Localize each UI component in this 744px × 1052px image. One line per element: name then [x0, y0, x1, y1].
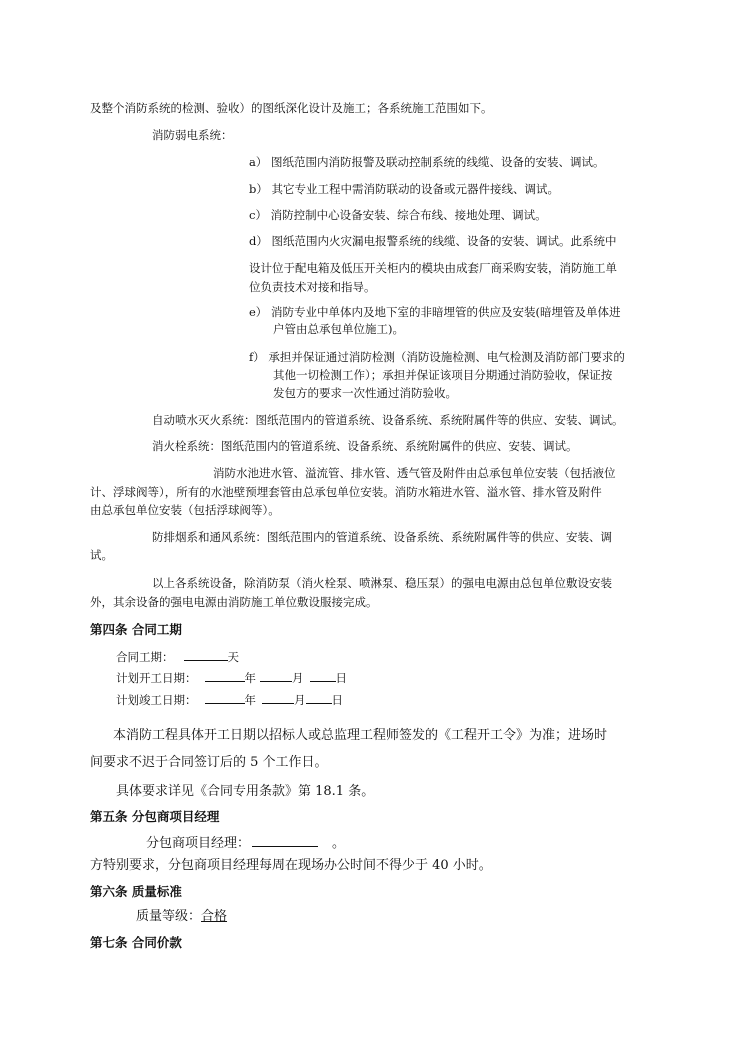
planned-end-row: [116, 691, 343, 707]
end-day-unit: 日: [331, 693, 343, 707]
manager-end: 。: [332, 836, 346, 851]
article-4-heading: 第四条 合同工期: [90, 622, 182, 637]
quality-value: 合格: [201, 909, 228, 924]
planned-start-row: [116, 669, 347, 685]
article-5-heading: 第五条 分包商项目经理: [90, 809, 220, 824]
art4-para-line1: 本消防工程具体开工日期以招标人或总监理工程师签发的《工程开工令》为准；进场时: [113, 728, 608, 743]
end-month-blank[interactable]: [262, 691, 294, 704]
tank-line3: 由总承包单位安装（包括浮球阀等）。: [90, 503, 280, 517]
weak-item-b: b） 其它专业工程中需消防联动的设备或元器件接线、调试。: [249, 182, 560, 196]
power-line2: 外，其余设备的强电电源由消防施工单位敷设服接完成。: [90, 595, 378, 609]
smoke-line1: 防排烟系和通风系统：图纸范围内的管道系统、设备系统、系统附属件等的供应、安装、调: [152, 530, 612, 544]
end-year-unit: 年: [244, 693, 256, 707]
end-day-blank[interactable]: [306, 691, 332, 704]
sprinkler-line: 自动喷水灭火系统：图纸范围内的管道系统、设备系统、系统附属件等的供应、安装、调试。: [152, 413, 624, 427]
quality-row: [136, 910, 227, 924]
art4-para-line3: 具体要求详见《合同专用条款》第 18.1 条。: [116, 784, 375, 799]
hydrant-line: 消火栓系统：图纸范围内的管道系统、设备系统、系统附属件的供应、安装、调试。: [152, 439, 578, 453]
weak-current-title: 消防弱电系统：: [152, 128, 233, 142]
article-7-heading: 第七条 合同价款: [90, 935, 182, 950]
article-6-heading: 第六条 质量标准: [90, 884, 182, 899]
intro-line: 及整个消防系统的检测、验收）的图纸深化设计及施工；各系统施工范围如下。: [90, 101, 493, 115]
weak-item-f-line2: 其他一切检测工作）；承担并保证该项目分期通过消防验收，保证按: [273, 368, 613, 382]
start-month-blank[interactable]: [260, 669, 292, 682]
weak-item-e-line2: 户管由总承包单位施工)。: [273, 322, 404, 336]
tank-line2: 计、浮球阀等），所有的水池壁预埋套管由总承包单位安装。消防水箱进水管、溢水管、排水管及附件: [90, 485, 602, 499]
tank-line1: 消防水池进水管、溢流管、排水管、透气管及附件由总承包单位安装（包括液位: [213, 466, 616, 480]
start-day-blank[interactable]: [310, 669, 336, 682]
start-month-unit: 月: [292, 671, 304, 685]
manager-blank[interactable]: [252, 834, 318, 847]
contract-period-unit: 天: [227, 650, 239, 664]
smoke-line2: 试。: [90, 548, 113, 562]
start-year-unit: 年: [244, 671, 256, 685]
art4-para-line2: 间要求不迟于合同签订后的 5 个工作日。: [90, 755, 328, 770]
weak-item-c: c） 消防控制中心设备安装、综合布线、接地处理、调试。: [249, 208, 547, 222]
contract-period-label: 合同工期：: [116, 650, 174, 664]
weak-item-d-line2: 设计位于配电箱及低压开关柜内的模块由成套厂商采购安装，消防施工单: [249, 261, 617, 275]
end-month-unit: 月: [294, 693, 306, 707]
manager-requirement: 方特别要求，分包商项目经理每周在现场办公时间不得少于 40 小时。: [90, 858, 492, 873]
weak-item-a: a） 图纸范围内消防报警及联动控制系统的线缆、设备的安装、调试。: [249, 155, 605, 169]
start-year-blank[interactable]: [205, 669, 245, 682]
power-line1: 以上各系统设备，除消防泵（消火栓泵、喷淋泵、稳压泵）的强电电源由总包单位敷设安装: [152, 576, 612, 590]
weak-item-d-line1: d） 图纸范围内火灾漏电报警系统的线缆、设备的安装、调试。此系统中: [249, 234, 617, 248]
planned-start-label: 计划开工日期：: [116, 671, 197, 685]
weak-item-e-line1: e） 消防专业中单体内及地下室的非暗埋管的供应及安装(暗埋管及单体进: [249, 305, 621, 319]
weak-item-f-line1: f） 承担并保证通过消防检测（消防设施检测、电气检测及消防部门要求的: [249, 350, 625, 364]
start-day-unit: 日: [335, 671, 347, 685]
manager-row: [146, 834, 345, 851]
end-year-blank[interactable]: [205, 691, 245, 704]
contract-period-blank[interactable]: [184, 648, 228, 661]
contract-period-row: [116, 648, 239, 664]
weak-item-d-line3: 位负责技术对接和指导。: [249, 280, 376, 294]
planned-end-label: 计划竣工日期：: [116, 693, 197, 707]
quality-label: 质量等级：: [136, 909, 202, 924]
weak-item-f-line3: 发包方的要求一次性通过消防验收。: [273, 386, 457, 400]
manager-label: 分包商项目经理：: [146, 836, 251, 851]
